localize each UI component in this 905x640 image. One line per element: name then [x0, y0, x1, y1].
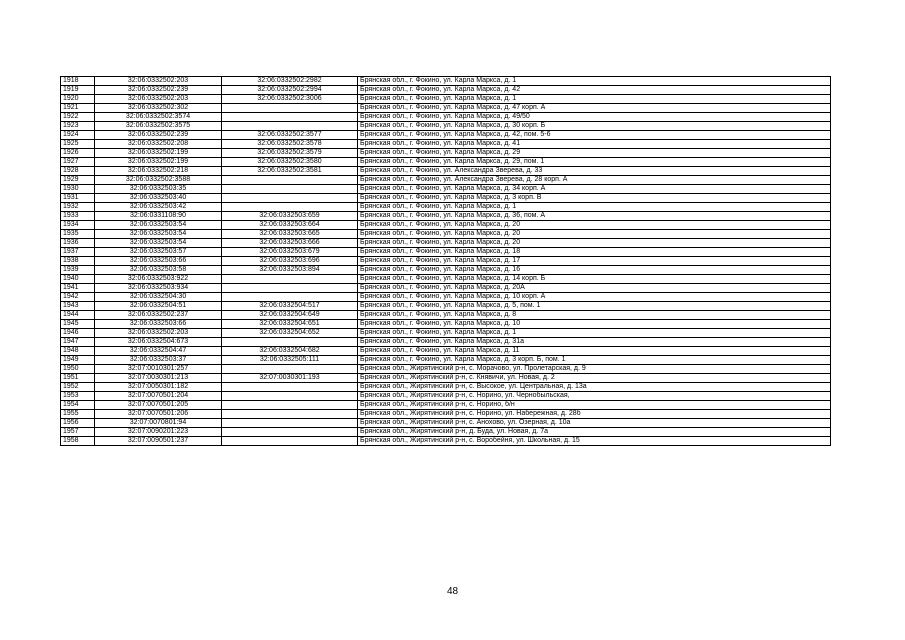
- row-number-cell: 1941: [61, 284, 95, 293]
- row-number-cell: 1938: [61, 257, 95, 266]
- table-row: [61, 149, 831, 158]
- address-cell: Брянская обл., г. Фокино, ул. Карла Маркса, д. 29, пом. 1: [358, 158, 831, 167]
- row-number-cell: 1925: [61, 140, 95, 149]
- cadastral-number-cell: 32:06:0332504:51: [95, 302, 222, 311]
- address-cell: Брянская обл., г. Фокино, ул. Карла Маркса, д. 11: [358, 347, 831, 356]
- cadastral-number-cell: 32:06:0332504:47: [95, 347, 222, 356]
- page-number: 48: [446, 586, 459, 597]
- table-row: [61, 131, 831, 140]
- address-cell: Брянская обл., г. Фокино, ул. Карла Маркса, д. 20: [358, 221, 831, 230]
- building-cadastral-number-cell: 32:06:0332502:3577: [222, 131, 358, 140]
- cadastral-number-cell: 32:06:0332502:3588: [95, 176, 222, 185]
- row-number-cell: 1958: [61, 437, 95, 446]
- address-cell: Брянская обл., г. Фокино, ул. Карла Маркса, д. 1: [358, 329, 831, 338]
- building-cadastral-number-cell: [222, 401, 358, 410]
- building-cadastral-number-cell: [222, 365, 358, 374]
- table-row: [61, 95, 831, 104]
- address-cell: Брянская обл., г. Фокино, ул. Карла Маркса, д. 10 корп. А: [358, 293, 831, 302]
- table-row: [61, 158, 831, 167]
- row-number-cell: 1951: [61, 374, 95, 383]
- building-cadastral-number-cell: 32:06:0332502:3578: [222, 140, 358, 149]
- cadastral-number-cell: 32:07:0070501:205: [95, 401, 222, 410]
- address-cell: Брянская обл., Жирятинский р-н, с. Воробейня, ул. Школьная, д. 15: [358, 437, 831, 446]
- building-cadastral-number-cell: [222, 410, 358, 419]
- building-cadastral-number-cell: [222, 392, 358, 401]
- address-cell: Брянская обл., Жирятинский р-н, с. Морачово, ул. Пролетарская, д. 9: [358, 365, 831, 374]
- building-cadastral-number-cell: [222, 383, 358, 392]
- row-number-cell: 1948: [61, 347, 95, 356]
- cadastral-number-cell: 32:06:0332502:203: [95, 77, 222, 86]
- cadastral-number-cell: 32:07:0070501:204: [95, 392, 222, 401]
- address-cell: Брянская обл., Жирятинский р-н, с. Норино, ул. Набережная, д. 28б: [358, 410, 831, 419]
- row-number-cell: 1927: [61, 158, 95, 167]
- address-cell: Брянская обл., г. Фокино, ул. Карла Маркса, д. 20: [358, 239, 831, 248]
- building-cadastral-number-cell: 32:06:0332504:649: [222, 311, 358, 320]
- building-cadastral-number-cell: 32:07:0030301:193: [222, 374, 358, 383]
- address-cell: Брянская обл., г. Фокино, ул. Александра Зверева, д. 33: [358, 167, 831, 176]
- cadastral-number-cell: 32:06:0332502:203: [95, 95, 222, 104]
- building-cadastral-number-cell: 32:06:0332504:652: [222, 329, 358, 338]
- table-row: [61, 77, 831, 86]
- cadastral-number-cell: 32:07:0070801:94: [95, 419, 222, 428]
- row-number-cell: 1947: [61, 338, 95, 347]
- address-cell: Брянская обл., г. Фокино, ул. Карла Маркса, д. 42: [358, 86, 831, 95]
- cadastral-number-cell: 32:06:0332502:239: [95, 86, 222, 95]
- row-number-cell: 1952: [61, 383, 95, 392]
- table-row: [61, 86, 831, 95]
- cadastral-number-cell: 32:06:0332503:35: [95, 185, 222, 194]
- table-row: [61, 230, 831, 239]
- row-number-cell: 1931: [61, 194, 95, 203]
- address-cell: Брянская обл., г. Фокино, ул. Карла Маркса, д. 47 корп. А: [358, 104, 831, 113]
- cadastral-number-cell: 32:06:0331108:90: [95, 212, 222, 221]
- cadastral-number-cell: 32:06:0332502:199: [95, 149, 222, 158]
- address-cell: Брянская обл., г. Фокино, ул. Карла Маркса, д. 29: [358, 149, 831, 158]
- address-cell: Брянская обл., Жирятинский р-н, д. Буда, ул. Новая, д. 7а: [358, 428, 831, 437]
- address-cell: Брянская обл., г. Фокино, ул. Карла Маркса, д. 14 корп. Б: [358, 275, 831, 284]
- building-cadastral-number-cell: [222, 113, 358, 122]
- address-cell: Брянская обл., г. Фокино, ул. Александра Зверева, д. 28 корп. А: [358, 176, 831, 185]
- table-row: [61, 185, 831, 194]
- table-row: [61, 257, 831, 266]
- building-cadastral-number-cell: 32:06:0332502:3581: [222, 167, 358, 176]
- row-number-cell: 1935: [61, 230, 95, 239]
- table-row: [61, 383, 831, 392]
- table-row: [61, 275, 831, 284]
- row-number-cell: 1942: [61, 293, 95, 302]
- building-cadastral-number-cell: [222, 419, 358, 428]
- row-number-cell: 1924: [61, 131, 95, 140]
- row-number-cell: 1930: [61, 185, 95, 194]
- cadastral-number-cell: 32:06:0332504:30: [95, 293, 222, 302]
- row-number-cell: 1929: [61, 176, 95, 185]
- address-cell: Брянская обл., Жирятинский р-н, с. Норино, ул. Чернобыльская,: [358, 392, 831, 401]
- row-number-cell: 1936: [61, 239, 95, 248]
- cadastral-number-cell: 32:06:0332503:66: [95, 257, 222, 266]
- cadastral-number-cell: 32:06:0332502:3574: [95, 113, 222, 122]
- table-row: [61, 302, 831, 311]
- row-number-cell: 1943: [61, 302, 95, 311]
- building-cadastral-number-cell: 32:06:0332503:665: [222, 230, 358, 239]
- cadastral-number-cell: 32:06:0332502:3575: [95, 122, 222, 131]
- building-cadastral-number-cell: [222, 185, 358, 194]
- address-cell: Брянская обл., Жирятинский р-н, с. Норино, б/н: [358, 401, 831, 410]
- row-number-cell: 1926: [61, 149, 95, 158]
- row-number-cell: 1922: [61, 113, 95, 122]
- row-number-cell: 1933: [61, 212, 95, 221]
- row-number-cell: 1918: [61, 77, 95, 86]
- table-row: [61, 266, 831, 275]
- row-number-cell: 1953: [61, 392, 95, 401]
- row-number-cell: 1937: [61, 248, 95, 257]
- building-cadastral-number-cell: 32:06:0332502:2994: [222, 86, 358, 95]
- address-cell: Брянская обл., г. Фокино, ул. Карла Маркса, д. 8: [358, 311, 831, 320]
- row-number-cell: 1949: [61, 356, 95, 365]
- address-cell: Брянская обл., г. Фокино, ул. Карла Маркса, д. 5, пом. 1: [358, 302, 831, 311]
- building-cadastral-number-cell: 32:06:0332503:894: [222, 266, 358, 275]
- building-cadastral-number-cell: [222, 275, 358, 284]
- table-row: [61, 419, 831, 428]
- table-row: [61, 122, 831, 131]
- cadastral-number-cell: 32:06:0332502:239: [95, 131, 222, 140]
- cadastral-number-cell: 32:06:0332503:57: [95, 248, 222, 257]
- table-row: [61, 392, 831, 401]
- row-number-cell: 1950: [61, 365, 95, 374]
- table-row: [61, 203, 831, 212]
- cadastral-table: [60, 76, 831, 446]
- row-number-cell: 1923: [61, 122, 95, 131]
- building-cadastral-number-cell: [222, 194, 358, 203]
- row-number-cell: 1957: [61, 428, 95, 437]
- building-cadastral-number-cell: [222, 428, 358, 437]
- cadastral-number-cell: 32:07:0070501:206: [95, 410, 222, 419]
- address-cell: Брянская обл., г. Фокино, ул. Карла Маркса, д. 41: [358, 140, 831, 149]
- address-cell: Брянская обл., г. Фокино, ул. Карла Маркса, д. 30 корп. Б: [358, 122, 831, 131]
- table-row: [61, 239, 831, 248]
- table-row: [61, 104, 831, 113]
- cadastral-number-cell: 32:06:0332502:199: [95, 158, 222, 167]
- building-cadastral-number-cell: 32:06:0332502:3006: [222, 95, 358, 104]
- building-cadastral-number-cell: 32:06:0332504:517: [222, 302, 358, 311]
- row-number-cell: 1921: [61, 104, 95, 113]
- address-cell: Брянская обл., Жирятинский р-н, с. Анохово, ул. Озерная, д. 10а: [358, 419, 831, 428]
- table-row: [61, 212, 831, 221]
- address-cell: Брянская обл., г. Фокино, ул. Карла Маркса, д. 3 корп. Б, пом. 1: [358, 356, 831, 365]
- address-cell: Брянская обл., г. Фокино, ул. Карла Маркса, д. 17: [358, 257, 831, 266]
- address-cell: Брянская обл., г. Фокино, ул. Карла Маркса, д. 1: [358, 95, 831, 104]
- table-row: [61, 293, 831, 302]
- address-cell: Брянская обл., г. Фокино, ул. Карла Маркса, д. 49/50: [358, 113, 831, 122]
- building-cadastral-number-cell: 32:06:0332502:3579: [222, 149, 358, 158]
- address-cell: Брянская обл., г. Фокино, ул. Карла Маркса, д. 34 корп. А: [358, 185, 831, 194]
- row-number-cell: 1946: [61, 329, 95, 338]
- building-cadastral-number-cell: 32:06:0332503:659: [222, 212, 358, 221]
- building-cadastral-number-cell: [222, 284, 358, 293]
- building-cadastral-number-cell: [222, 176, 358, 185]
- cadastral-number-cell: 32:06:0332502:208: [95, 140, 222, 149]
- cadastral-number-cell: 32:06:0332503:54: [95, 239, 222, 248]
- address-cell: Брянская обл., Жирятинский р-н, с. Княвичи, ул. Новая, д. 2: [358, 374, 831, 383]
- table-row: [61, 248, 831, 257]
- building-cadastral-number-cell: 32:06:0332503:679: [222, 248, 358, 257]
- building-cadastral-number-cell: 32:06:0332503:664: [222, 221, 358, 230]
- table-row: [61, 347, 831, 356]
- building-cadastral-number-cell: 32:06:0332504:651: [222, 320, 358, 329]
- building-cadastral-number-cell: 32:06:0332503:666: [222, 239, 358, 248]
- table-row: [61, 356, 831, 365]
- table-row: [61, 113, 831, 122]
- address-cell: Брянская обл., г. Фокино, ул. Карла Маркса, д. 20: [358, 230, 831, 239]
- table-row: [61, 437, 831, 446]
- cadastral-number-cell: 32:07:0090201:223: [95, 428, 222, 437]
- row-number-cell: 1934: [61, 221, 95, 230]
- table-row: [61, 140, 831, 149]
- cadastral-number-cell: 32:07:0030301:213: [95, 374, 222, 383]
- building-cadastral-number-cell: [222, 437, 358, 446]
- building-cadastral-number-cell: [222, 122, 358, 131]
- building-cadastral-number-cell: [222, 203, 358, 212]
- table-row: [61, 329, 831, 338]
- address-cell: Брянская обл., г. Фокино, ул. Карла Маркса, д. 16: [358, 266, 831, 275]
- row-number-cell: 1955: [61, 410, 95, 419]
- table-row: [61, 284, 831, 293]
- cadastral-number-cell: 32:06:0332503:934: [95, 284, 222, 293]
- row-number-cell: 1956: [61, 419, 95, 428]
- table-row: [61, 167, 831, 176]
- building-cadastral-number-cell: [222, 293, 358, 302]
- cadastral-number-cell: 32:06:0332503:66: [95, 320, 222, 329]
- address-cell: Брянская обл., г. Фокино, ул. Карла Маркса, д. 3 корп. В: [358, 194, 831, 203]
- table-row: [61, 428, 831, 437]
- cadastral-number-cell: 32:06:0332503:40: [95, 194, 222, 203]
- row-number-cell: 1928: [61, 167, 95, 176]
- cadastral-number-cell: 32:06:0332502:218: [95, 167, 222, 176]
- row-number-cell: 1954: [61, 401, 95, 410]
- cadastral-number-cell: 32:06:0332503:37: [95, 356, 222, 365]
- table-row: [61, 338, 831, 347]
- cadastral-number-cell: 32:06:0332502:203: [95, 329, 222, 338]
- table-row: [61, 176, 831, 185]
- building-cadastral-number-cell: 32:06:0332503:696: [222, 257, 358, 266]
- address-cell: Брянская обл., г. Фокино, ул. Карла Маркса, д. 18: [358, 248, 831, 257]
- address-cell: Брянская обл., г. Фокино, ул. Карла Маркса, д. 1: [358, 203, 831, 212]
- cadastral-number-cell: 32:07:0090501:237: [95, 437, 222, 446]
- address-cell: Брянская обл., г. Фокино, ул. Карла Маркса, д. 20А: [358, 284, 831, 293]
- building-cadastral-number-cell: 32:06:0332504:682: [222, 347, 358, 356]
- cadastral-number-cell: 32:06:0332503:54: [95, 230, 222, 239]
- row-number-cell: 1944: [61, 311, 95, 320]
- table-row: [61, 374, 831, 383]
- cadastral-number-cell: 32:07:0050301:182: [95, 383, 222, 392]
- building-cadastral-number-cell: 32:06:0332502:2982: [222, 77, 358, 86]
- address-cell: Брянская обл., Жирятинский р-н, с. Высокое, ул. Центральная, д. 13а: [358, 383, 831, 392]
- building-cadastral-number-cell: [222, 104, 358, 113]
- row-number-cell: 1920: [61, 95, 95, 104]
- cadastral-number-cell: 32:06:0332502:302: [95, 104, 222, 113]
- cadastral-number-cell: 32:06:0332503:54: [95, 221, 222, 230]
- row-number-cell: 1945: [61, 320, 95, 329]
- table-row: [61, 320, 831, 329]
- table-row: [61, 410, 831, 419]
- table-row: [61, 401, 831, 410]
- address-cell: Брянская обл., г. Фокино, ул. Карла Маркса, д. 10: [358, 320, 831, 329]
- row-number-cell: 1919: [61, 86, 95, 95]
- table-row: [61, 221, 831, 230]
- row-number-cell: 1940: [61, 275, 95, 284]
- building-cadastral-number-cell: 32:06:0332505:111: [222, 356, 358, 365]
- building-cadastral-number-cell: 32:06:0332502:3580: [222, 158, 358, 167]
- row-number-cell: 1932: [61, 203, 95, 212]
- table-row: [61, 194, 831, 203]
- cadastral-number-cell: 32:07:0010301:257: [95, 365, 222, 374]
- row-number-cell: 1939: [61, 266, 95, 275]
- building-cadastral-number-cell: [222, 338, 358, 347]
- table-row: [61, 365, 831, 374]
- address-cell: Брянская обл., г. Фокино, ул. Карла Маркса, д. 42, пом. 5-6: [358, 131, 831, 140]
- cadastral-number-cell: 32:06:0332504:673: [95, 338, 222, 347]
- table-row: [61, 311, 831, 320]
- address-cell: Брянская обл., г. Фокино, ул. Карла Маркса, д. 31а: [358, 338, 831, 347]
- cadastral-table-body: [61, 77, 831, 446]
- address-cell: Брянская обл., г. Фокино, ул. Карла Маркса, д. 1: [358, 77, 831, 86]
- cadastral-number-cell: 32:06:0332503:922: [95, 275, 222, 284]
- address-cell: Брянская обл., г. Фокино, ул. Карла Маркса, д. 36, пом. А: [358, 212, 831, 221]
- cadastral-number-cell: 32:06:0332503:42: [95, 203, 222, 212]
- cadastral-number-cell: 32:06:0332502:237: [95, 311, 222, 320]
- cadastral-number-cell: 32:06:0332503:58: [95, 266, 222, 275]
